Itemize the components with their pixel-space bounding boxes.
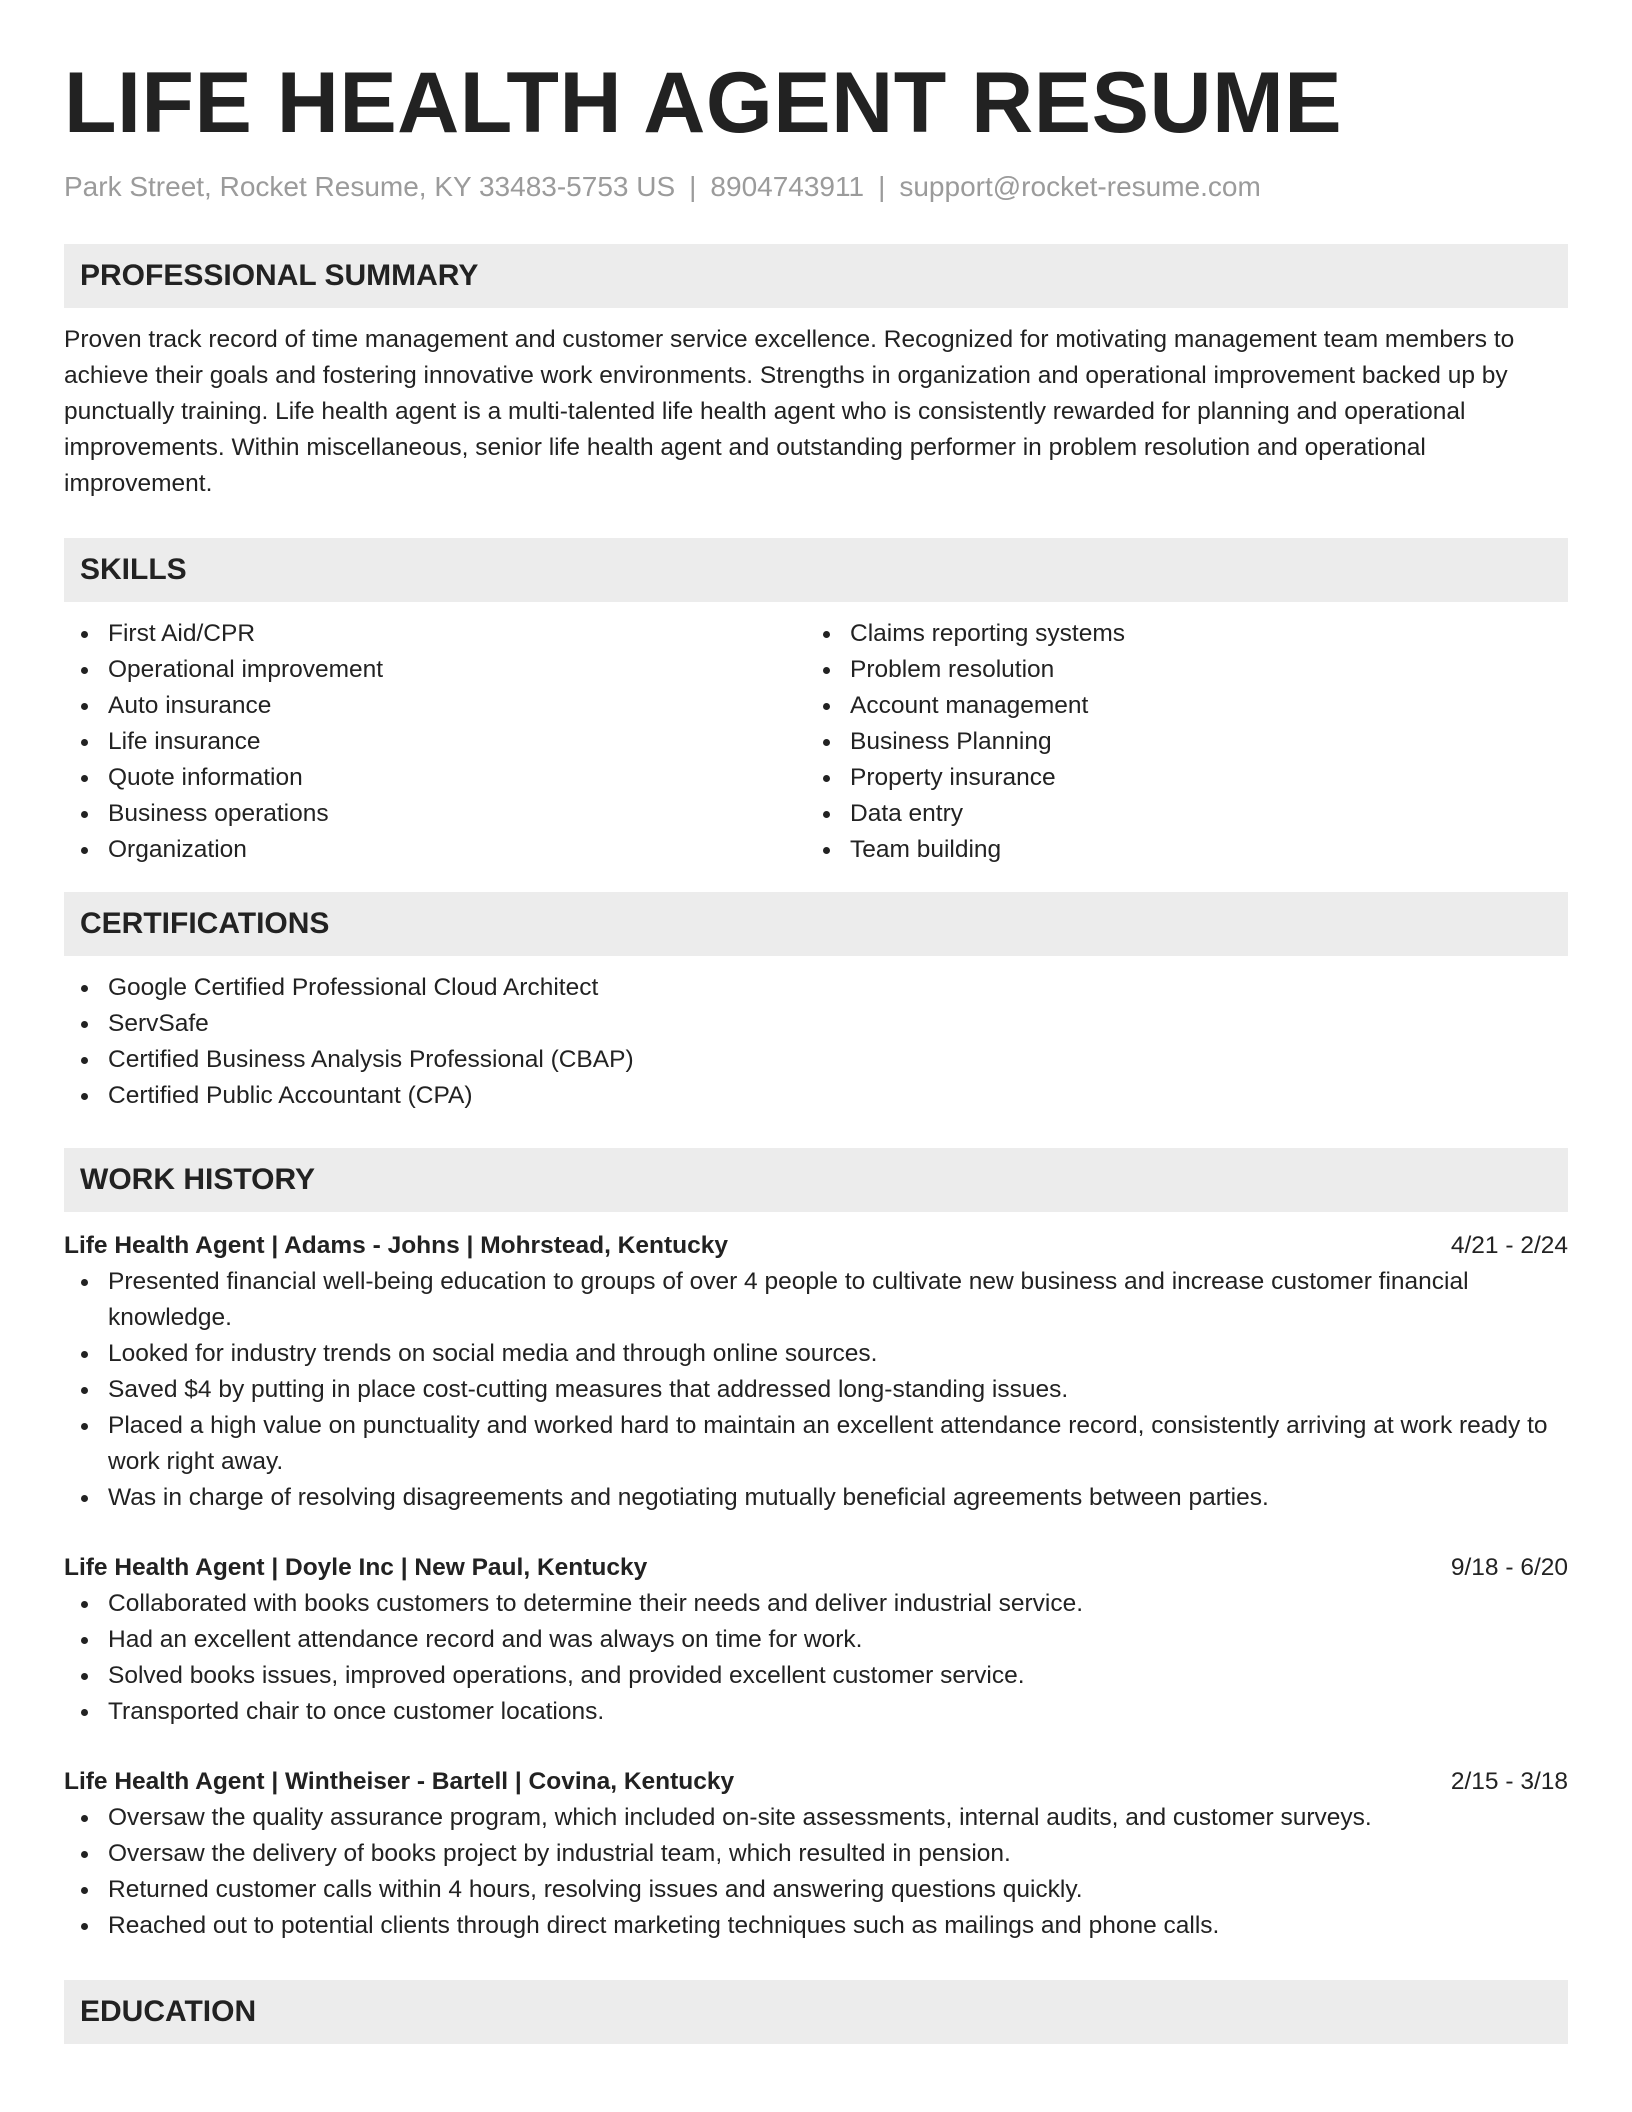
work-history-heading: WORK HISTORY	[64, 1148, 1568, 1212]
skill-item: Team building	[806, 832, 1548, 868]
job-entry	[64, 1228, 1568, 1516]
skills-right-list	[806, 616, 1548, 868]
job-bullet: Reached out to potential clients through direct marketing techniques such as mailings and phone calls.	[64, 1908, 1568, 1944]
job-bullet: Transported chair to once customer locations.	[64, 1694, 1568, 1730]
skill-item: Operational improvement	[64, 652, 806, 688]
job-dates: 2/15 - 3/18	[1450, 1768, 1568, 1795]
job-entry	[64, 1550, 1568, 1730]
contact-address: Park Street, Rocket Resume, KY 33483-5753 US	[64, 171, 676, 202]
job-header	[64, 1228, 1568, 1264]
job-dates: 4/21 - 2/24	[1450, 1232, 1568, 1259]
certification-item: ServSafe	[64, 1006, 1568, 1042]
contact-line	[64, 168, 1568, 206]
certifications-section	[64, 892, 1568, 1114]
job-title: Life Health Agent | Doyle Inc | New Paul, Kentucky	[64, 1554, 648, 1581]
education-heading: EDUCATION	[64, 1980, 1568, 2044]
job-header	[64, 1550, 1568, 1586]
certification-item: Google Certified Professional Cloud Architect	[64, 970, 1568, 1006]
contact-email: support@rocket-resume.com	[899, 171, 1261, 202]
job-bullet: Placed a high value on punctuality and worked hard to maintain an excellent attendance record, consistently arriving at work ready to work right away.	[64, 1408, 1568, 1480]
skill-item: Business Planning	[806, 724, 1548, 760]
certifications-list	[64, 970, 1568, 1114]
resume-title: LIFE HEALTH AGENT RESUME	[64, 55, 1343, 151]
work-history-section	[64, 1148, 1568, 1944]
job-bullet: Oversaw the delivery of books project by industrial team, which resulted in pension.	[64, 1836, 1568, 1872]
job-dates: 9/18 - 6/20	[1450, 1554, 1568, 1581]
job-bullet: Oversaw the quality assurance program, which included on-site assessments, internal audits, and customer surveys.	[64, 1800, 1568, 1836]
skill-item: Claims reporting systems	[806, 616, 1548, 652]
job-bullet: Returned customer calls within 4 hours, resolving issues and answering questions quickly.	[64, 1872, 1568, 1908]
summary-text: Proven track record of time management and customer service excellence. Recognized for motivating management team members to achieve their goals and fostering innovative work environments. Strengths in organization and operational improvement backed up by punctually training. Life health agent is a multi-talented life health agent who is consistently rewarded for planning and operational improvements. Within miscellaneous, senior life health agent and outstanding performer in problem resolution and operational improvement.	[64, 326, 1515, 497]
summary-heading: PROFESSIONAL SUMMARY	[64, 244, 1568, 308]
skill-item: Data entry	[806, 796, 1548, 832]
contact-separator: |	[878, 171, 886, 202]
education-section	[64, 1980, 1568, 2044]
skill-item: Business operations	[64, 796, 806, 832]
job-entry	[64, 1764, 1568, 1944]
skill-item: Problem resolution	[806, 652, 1548, 688]
job-bullet: Saved $4 by putting in place cost-cutting measures that addressed long-standing issues.	[64, 1372, 1568, 1408]
skills-section	[64, 538, 1568, 868]
certification-item: Certified Business Analysis Professional (CBAP)	[64, 1042, 1568, 1078]
job-bullet: Was in charge of resolving disagreements and negotiating mutually beneficial agreements between parties.	[64, 1480, 1568, 1516]
job-bullet: Solved books issues, improved operations, and provided excellent customer service.	[64, 1658, 1568, 1694]
skills-left-list	[64, 616, 806, 868]
contact-separator: |	[689, 171, 697, 202]
summary-section	[64, 244, 1568, 502]
skill-item: Life insurance	[64, 724, 806, 760]
job-bullet: Presented financial well-being education to groups of over 4 people to cultivate new business and increase customer financial knowledge.	[64, 1264, 1568, 1336]
job-title: Life Health Agent | Adams - Johns | Mohrstead, Kentucky	[64, 1232, 728, 1259]
certification-item: Certified Public Accountant (CPA)	[64, 1078, 1568, 1114]
job-bullets	[64, 1586, 1568, 1730]
job-bullet: Looked for industry trends on social media and through online sources.	[64, 1336, 1568, 1372]
job-title: Life Health Agent | Wintheiser - Bartell | Covina, Kentucky	[64, 1768, 735, 1795]
job-bullets	[64, 1264, 1568, 1516]
job-header	[64, 1764, 1568, 1800]
skill-item: Organization	[64, 832, 806, 868]
certifications-heading: CERTIFICATIONS	[64, 892, 1568, 956]
skills-grid	[64, 616, 1568, 868]
job-bullet: Collaborated with books customers to determine their needs and deliver industrial service.	[64, 1586, 1568, 1622]
skill-item: Quote information	[64, 760, 806, 796]
skill-item: Account management	[806, 688, 1548, 724]
skill-item: First Aid/CPR	[64, 616, 806, 652]
skill-item: Auto insurance	[64, 688, 806, 724]
skill-item: Property insurance	[806, 760, 1548, 796]
skills-heading: SKILLS	[64, 538, 1568, 602]
job-bullets	[64, 1800, 1568, 1944]
job-bullet: Had an excellent attendance record and was always on time for work.	[64, 1622, 1568, 1658]
contact-phone: 8904743911	[710, 171, 865, 202]
